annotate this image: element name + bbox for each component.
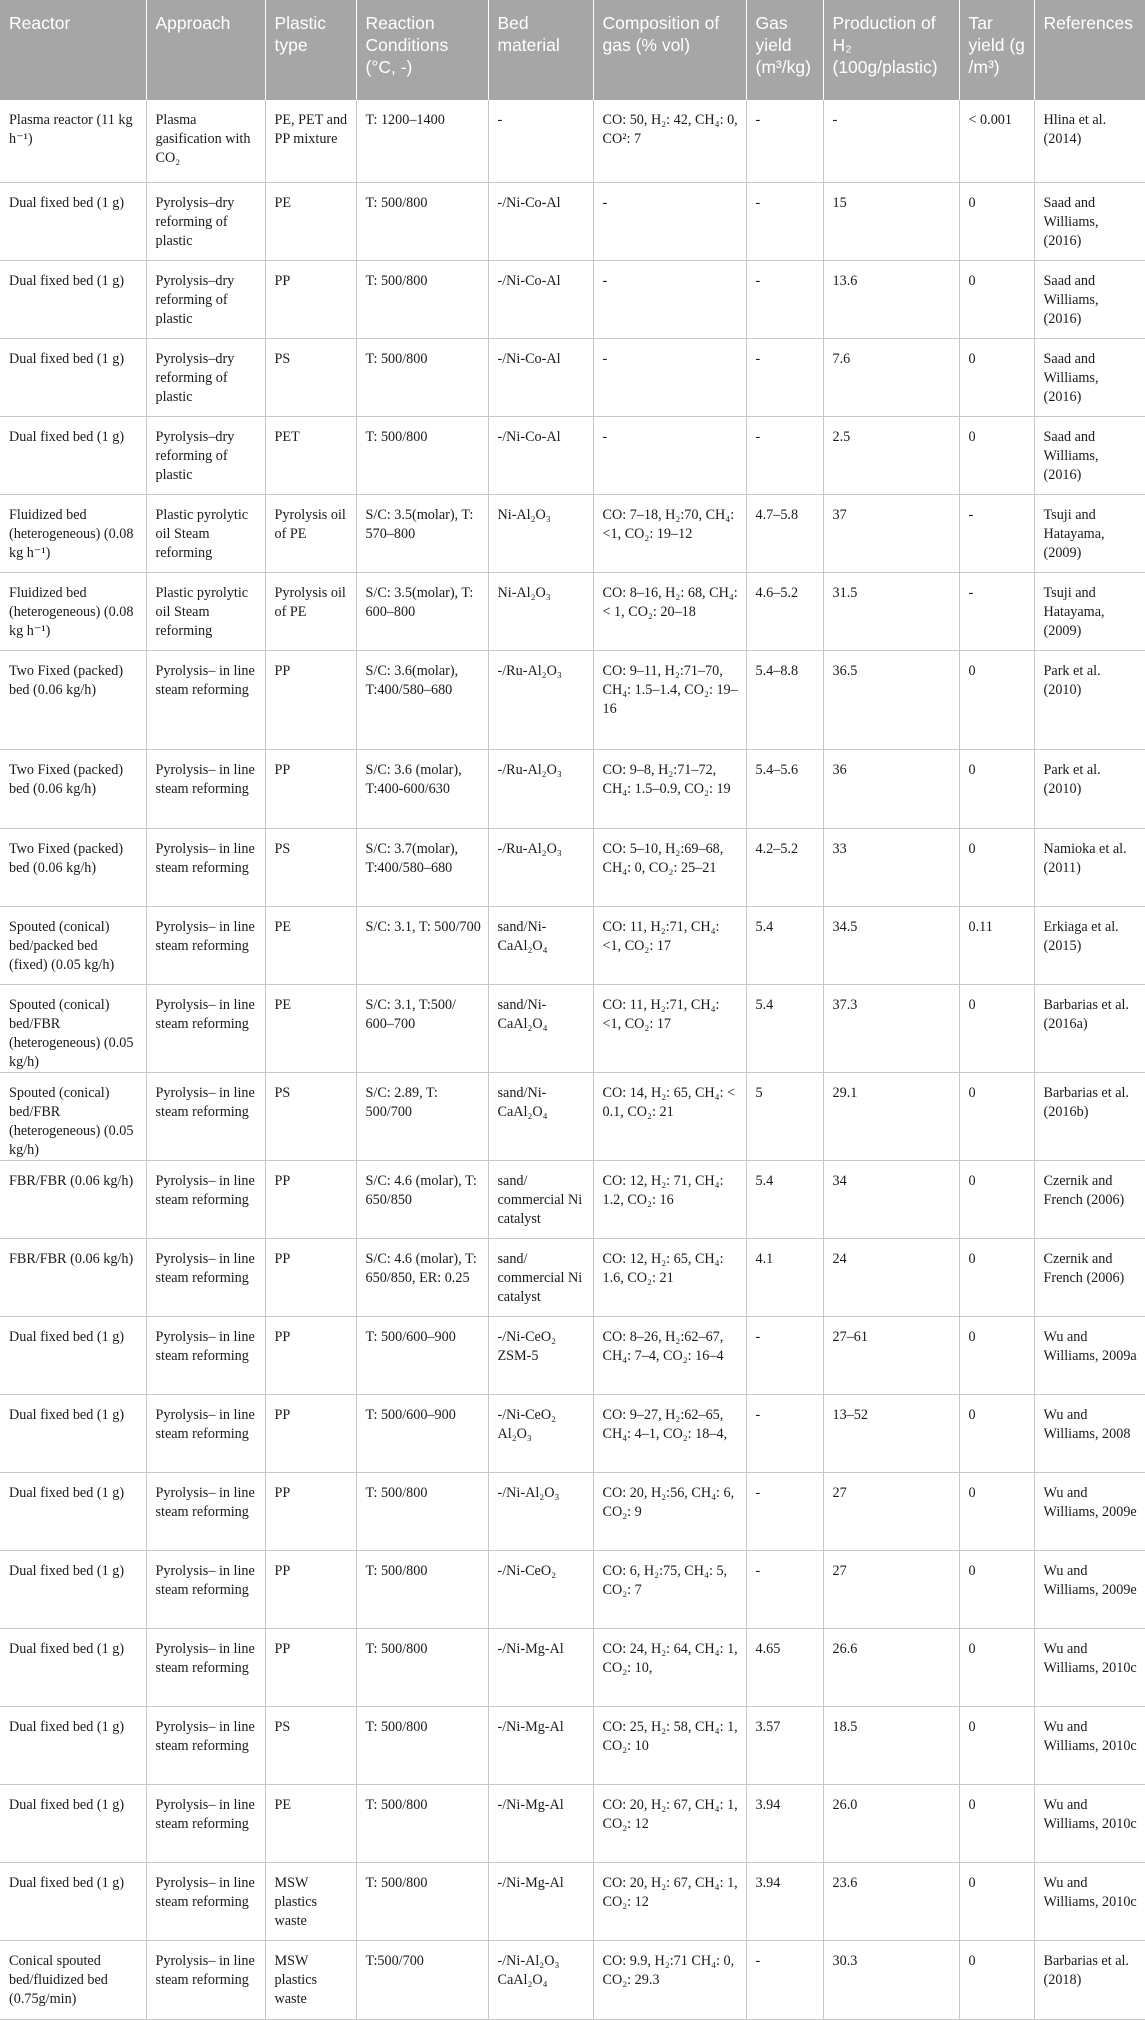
cell-references: Saad and Williams, (2016)	[1034, 416, 1145, 494]
cell-gas-composition: CO: 8–16, H₂: 68, CH₄:< 1, CO₂: 20–18	[593, 572, 746, 650]
cell-approach: Pyrolysis– in line steam reforming	[146, 1628, 265, 1706]
cell-plastic-type: MSW plastics waste	[265, 1862, 356, 1940]
column-header-reaction-conditions: Reaction Conditions (°C, -)	[356, 0, 488, 100]
cell-plastic-type: PE	[265, 1784, 356, 1862]
cell-gas-yield: 3.57	[746, 1706, 823, 1784]
cell-references: Wu and Williams, 2010c	[1034, 1706, 1145, 1784]
cell-references: Wu and Williams, 2009e	[1034, 1472, 1145, 1550]
cell-gas-composition: CO: 20, H₂: 67, CH₄: 1, CO₂: 12	[593, 1784, 746, 1862]
cell-gas-composition: CO: 12, H₂: 71, CH₄: 1.2, CO₂: 16	[593, 1160, 746, 1238]
cell-gas-yield: 4.2–5.2	[746, 828, 823, 906]
cell-gas-composition: CO: 6, H₂:75, CH₄: 5, CO₂: 7	[593, 1550, 746, 1628]
cell-reactor: Dual fixed bed (1 g)	[0, 338, 146, 416]
cell-plastic-type: PP	[265, 749, 356, 828]
cell-approach: Pyrolysis– in line steam reforming	[146, 1940, 265, 2019]
cell-gas-yield: -	[746, 1940, 823, 2019]
cell-bed-material: -/Ru-Al₂O₃	[488, 749, 593, 828]
cell-reactor: Dual fixed bed (1 g)	[0, 1706, 146, 1784]
cell-approach: Pyrolysis–dry reforming of plastic	[146, 260, 265, 338]
cell-reaction-conditions: T: 500/800	[356, 260, 488, 338]
cell-gas-composition: -	[593, 260, 746, 338]
cell-reactor: Spouted (conical) bed/FBR (heterogeneous) (0.05 kg/h)	[0, 984, 146, 1072]
cell-tar-yield: 0	[959, 1394, 1034, 1472]
cell-approach: Pyrolysis– in line steam reforming	[146, 1160, 265, 1238]
cell-reactor: Dual fixed bed (1 g)	[0, 416, 146, 494]
cell-gas-composition: CO: 14, H₂: 65, CH₄: < 0.1, CO₂: 21	[593, 1072, 746, 1160]
table-row	[0, 828, 1145, 906]
cell-gas-yield: -	[746, 1316, 823, 1394]
cell-reactor: Dual fixed bed (1 g)	[0, 1862, 146, 1940]
cell-reactor: FBR/FBR (0.06 kg/h)	[0, 1238, 146, 1316]
cell-plastic-type: PP	[265, 1472, 356, 1550]
cell-gas-composition: CO: 9–27, H₂:62–65, CH₄: 4–1, CO₂: 18–4,	[593, 1394, 746, 1472]
cell-reaction-conditions: T:500/700	[356, 1940, 488, 2019]
cell-h2-production: 34	[823, 1160, 959, 1238]
table-row	[0, 338, 1145, 416]
cell-references: Park et al. (2010)	[1034, 749, 1145, 828]
cell-reaction-conditions: T: 500/800	[356, 338, 488, 416]
cell-reaction-conditions: S/C: 3.1, T:500/ 600–700	[356, 984, 488, 1072]
cell-plastic-type: PP	[265, 260, 356, 338]
cell-bed-material: -	[488, 100, 593, 182]
cell-tar-yield: 0	[959, 1628, 1034, 1706]
cell-reaction-conditions: S/C: 4.6 (molar), T: 650/850	[356, 1160, 488, 1238]
cell-h2-production: 7.6	[823, 338, 959, 416]
cell-references: Saad and Williams, (2016)	[1034, 260, 1145, 338]
cell-plastic-type: PP	[265, 1550, 356, 1628]
cell-approach: Pyrolysis– in line steam reforming	[146, 1238, 265, 1316]
cell-h2-production: 24	[823, 1238, 959, 1316]
cell-bed-material: -/Ni-Mg-Al	[488, 1628, 593, 1706]
cell-plastic-type: PP	[265, 1628, 356, 1706]
cell-gas-composition: -	[593, 182, 746, 260]
cell-plastic-type: PE, PET and PP mixture	[265, 100, 356, 182]
cell-plastic-type: PE	[265, 984, 356, 1072]
cell-gas-yield: -	[746, 182, 823, 260]
cell-references: Czernik and French (2006)	[1034, 1160, 1145, 1238]
cell-tar-yield: 0	[959, 416, 1034, 494]
cell-gas-composition: CO: 20, H₂:56, CH₄: 6, CO₂: 9	[593, 1472, 746, 1550]
cell-gas-yield: -	[746, 1550, 823, 1628]
cell-reactor: Two Fixed (packed) bed (0.06 kg/h)	[0, 828, 146, 906]
cell-h2-production: 30.3	[823, 1940, 959, 2019]
cell-plastic-type: PS	[265, 1072, 356, 1160]
cell-tar-yield: 0	[959, 1940, 1034, 2019]
cell-tar-yield: 0	[959, 1784, 1034, 1862]
cell-h2-production: 33	[823, 828, 959, 906]
table-row	[0, 182, 1145, 260]
cell-tar-yield: 0.11	[959, 906, 1034, 984]
cell-plastic-type: PP	[265, 1394, 356, 1472]
cell-bed-material: Ni-Al₂O₃	[488, 572, 593, 650]
cell-reaction-conditions: T: 500/600–900	[356, 1394, 488, 1472]
cell-reactor: FBR/FBR (0.06 kg/h)	[0, 1160, 146, 1238]
cell-plastic-type: PE	[265, 182, 356, 260]
cell-tar-yield: 0	[959, 1472, 1034, 1550]
cell-tar-yield: 0	[959, 1550, 1034, 1628]
cell-gas-composition: CO: 25, H₂: 58, CH₄: 1, CO₂: 10	[593, 1706, 746, 1784]
cell-tar-yield: 0	[959, 1160, 1034, 1238]
cell-gas-composition: -	[593, 416, 746, 494]
cell-h2-production: 37	[823, 494, 959, 572]
cell-approach: Pyrolysis– in line steam reforming	[146, 749, 265, 828]
cell-plastic-type: PS	[265, 828, 356, 906]
cell-reaction-conditions: T: 1200–1400	[356, 100, 488, 182]
cell-gas-yield: -	[746, 1394, 823, 1472]
cell-gas-composition: CO: 9.9, H₂:71 CH₄: 0, CO₂: 29.3	[593, 1940, 746, 2019]
cell-gas-composition: -	[593, 338, 746, 416]
cell-bed-material: -/Ni-Co-Al	[488, 416, 593, 494]
cell-reactor: Dual fixed bed (1 g)	[0, 1550, 146, 1628]
cell-gas-yield: 5.4	[746, 1160, 823, 1238]
cell-references: Wu and Williams, 2010c	[1034, 1862, 1145, 1940]
cell-reaction-conditions: T: 500/800	[356, 1706, 488, 1784]
table-body	[0, 100, 1145, 2019]
cell-reactor: Dual fixed bed (1 g)	[0, 182, 146, 260]
cell-gas-yield: 4.1	[746, 1238, 823, 1316]
cell-h2-production: 36.5	[823, 650, 959, 749]
cell-reactor: Spouted (conical) bed/packed bed (fixed) (0.05 kg/h)	[0, 906, 146, 984]
cell-plastic-type: PS	[265, 338, 356, 416]
cell-gas-composition: CO: 20, H₂: 67, CH₄: 1, CO₂: 12	[593, 1862, 746, 1940]
table-row	[0, 906, 1145, 984]
cell-reaction-conditions: T: 500/800	[356, 1472, 488, 1550]
table-row	[0, 650, 1145, 749]
cell-gas-composition: CO: 9–8, H₂:71–72, CH₄: 1.5–0.9, CO₂: 19	[593, 749, 746, 828]
cell-reaction-conditions: T: 500/800	[356, 1550, 488, 1628]
table-row	[0, 1940, 1145, 2019]
cell-tar-yield: -	[959, 572, 1034, 650]
cell-gas-yield: 3.94	[746, 1784, 823, 1862]
cell-references: Wu and Williams, 2010c	[1034, 1628, 1145, 1706]
cell-bed-material: sand/Ni-CaAl₂O₄	[488, 1072, 593, 1160]
cell-approach: Pyrolysis– in line steam reforming	[146, 828, 265, 906]
cell-approach: Pyrolysis– in line steam reforming	[146, 906, 265, 984]
cell-plastic-type: PET	[265, 416, 356, 494]
cell-reaction-conditions: S/C: 3.6 (molar), T:400-600/630	[356, 749, 488, 828]
cell-reaction-conditions: S/C: 2.89, T: 500/700	[356, 1072, 488, 1160]
table-row	[0, 416, 1145, 494]
cell-h2-production: 13.6	[823, 260, 959, 338]
cell-bed-material: sand/ commercial Ni catalyst	[488, 1238, 593, 1316]
table-row	[0, 572, 1145, 650]
cell-h2-production: 26.6	[823, 1628, 959, 1706]
cell-approach: Pyrolysis– in line steam reforming	[146, 1862, 265, 1940]
cell-bed-material: -/Ni-Mg-Al	[488, 1706, 593, 1784]
cell-plastic-type: Pyrolysis oil of PE	[265, 572, 356, 650]
cell-gas-yield: 5.4	[746, 984, 823, 1072]
column-header-reactor: Reactor	[0, 0, 146, 100]
cell-approach: Pyrolysis– in line steam reforming	[146, 1394, 265, 1472]
cell-reaction-conditions: T: 500/800	[356, 416, 488, 494]
cell-tar-yield: 0	[959, 260, 1034, 338]
cell-references: Park et al. (2010)	[1034, 650, 1145, 749]
cell-gas-yield: -	[746, 1472, 823, 1550]
cell-gas-yield: 4.7–5.8	[746, 494, 823, 572]
cell-h2-production: 27–61	[823, 1316, 959, 1394]
column-header-approach: Approach	[146, 0, 265, 100]
cell-bed-material: sand/Ni-CaAl₂O₄	[488, 984, 593, 1072]
cell-gas-yield: 4.65	[746, 1628, 823, 1706]
cell-approach: Plastic pyrolytic oil Steam reforming	[146, 572, 265, 650]
cell-h2-production: 2.5	[823, 416, 959, 494]
cell-plastic-type: PP	[265, 1238, 356, 1316]
cell-gas-composition: CO: 8–26, H₂:62–67, CH₄: 7–4, CO₂: 16–4	[593, 1316, 746, 1394]
cell-gas-composition: CO: 11, H₂:71, CH₄: <1, CO₂: 17	[593, 906, 746, 984]
cell-bed-material: -/Ni-Mg-Al	[488, 1784, 593, 1862]
cell-plastic-type: Pyrolysis oil of PE	[265, 494, 356, 572]
cell-tar-yield: 0	[959, 182, 1034, 260]
cell-tar-yield: 0	[959, 749, 1034, 828]
column-header-references: References	[1034, 0, 1145, 100]
cell-references: Czernik and French (2006)	[1034, 1238, 1145, 1316]
table-row	[0, 494, 1145, 572]
cell-references: Barbarias et al. (2016b)	[1034, 1072, 1145, 1160]
cell-reaction-conditions: S/C: 4.6 (molar), T: 650/850, ER: 0.25	[356, 1238, 488, 1316]
table-row	[0, 1862, 1145, 1940]
table-row	[0, 1394, 1145, 1472]
table-row	[0, 1472, 1145, 1550]
cell-gas-composition: CO: 24, H₂: 64, CH₄: 1, CO₂: 10,	[593, 1628, 746, 1706]
cell-tar-yield: 0	[959, 984, 1034, 1072]
cell-h2-production: 36	[823, 749, 959, 828]
cell-bed-material: -/Ni-Co-Al	[488, 260, 593, 338]
cell-reaction-conditions: T: 500/600–900	[356, 1316, 488, 1394]
cell-plastic-type: PP	[265, 1160, 356, 1238]
cell-tar-yield: -	[959, 494, 1034, 572]
cell-approach: Pyrolysis– in line steam reforming	[146, 650, 265, 749]
cell-tar-yield: 0	[959, 650, 1034, 749]
cell-reactor: Conical spouted bed/fluidized bed (0.75g/min)	[0, 1940, 146, 2019]
table-row	[0, 1706, 1145, 1784]
cell-gas-yield: 5	[746, 1072, 823, 1160]
cell-plastic-type: MSW plastics waste	[265, 1940, 356, 2019]
cell-gas-yield: -	[746, 100, 823, 182]
cell-references: Wu and Williams, 2008	[1034, 1394, 1145, 1472]
cell-bed-material: -/Ni-Al₂O₃	[488, 1472, 593, 1550]
cell-approach: Pyrolysis–dry reforming of plastic	[146, 338, 265, 416]
table-row	[0, 1072, 1145, 1160]
cell-reactor: Fluidized bed (heterogeneous) (0.08 kg h⁻¹)	[0, 494, 146, 572]
cell-reactor: Dual fixed bed (1 g)	[0, 1628, 146, 1706]
cell-gas-yield: 5.4–8.8	[746, 650, 823, 749]
cell-bed-material: -/Ni-Al₂O₃ CaAl₂O₄	[488, 1940, 593, 2019]
cell-tar-yield: < 0.001	[959, 100, 1034, 182]
table-row	[0, 1238, 1145, 1316]
cell-approach: Plasma gasification with CO₂	[146, 100, 265, 182]
cell-h2-production: 27	[823, 1472, 959, 1550]
cell-approach: Pyrolysis– in line steam reforming	[146, 984, 265, 1072]
column-header-tar-yield: Tar yield (g /m³)	[959, 0, 1034, 100]
cell-gas-composition: CO: 50, H₂: 42, CH₄: 0, CO²: 7	[593, 100, 746, 182]
cell-approach: Pyrolysis– in line steam reforming	[146, 1784, 265, 1862]
column-header-plastic-type: Plastic type	[265, 0, 356, 100]
cell-references: Saad and Williams, (2016)	[1034, 338, 1145, 416]
cell-approach: Plastic pyrolytic oil Steam reforming	[146, 494, 265, 572]
cell-references: Wu and Williams, 2009a	[1034, 1316, 1145, 1394]
cell-tar-yield: 0	[959, 338, 1034, 416]
column-header-gas-composition: Composition of gas (% vol)	[593, 0, 746, 100]
cell-tar-yield: 0	[959, 1316, 1034, 1394]
cell-gas-composition: CO: 11, H₂:71, CH₄: <1, CO₂: 17	[593, 984, 746, 1072]
table-row	[0, 749, 1145, 828]
cell-approach: Pyrolysis– in line steam reforming	[146, 1072, 265, 1160]
cell-reactor: Spouted (conical) bed/FBR (heterogeneous) (0.05 kg/h)	[0, 1072, 146, 1160]
cell-gas-yield: 5.4–5.6	[746, 749, 823, 828]
cell-h2-production: 29.1	[823, 1072, 959, 1160]
cell-reaction-conditions: S/C: 3.1, T: 500/700	[356, 906, 488, 984]
cell-reaction-conditions: T: 500/800	[356, 1784, 488, 1862]
cell-h2-production: 37.3	[823, 984, 959, 1072]
cell-tar-yield: 0	[959, 1862, 1034, 1940]
cell-tar-yield: 0	[959, 828, 1034, 906]
cell-approach: Pyrolysis– in line steam reforming	[146, 1472, 265, 1550]
cell-reaction-conditions: S/C: 3.5(molar), T: 600–800	[356, 572, 488, 650]
cell-h2-production: 13–52	[823, 1394, 959, 1472]
cell-h2-production: 15	[823, 182, 959, 260]
table-row	[0, 1784, 1145, 1862]
cell-reactor: Dual fixed bed (1 g)	[0, 1316, 146, 1394]
cell-gas-yield: 5.4	[746, 906, 823, 984]
cell-references: Barbarias et al. (2018)	[1034, 1940, 1145, 2019]
cell-references: Saad and Williams, (2016)	[1034, 182, 1145, 260]
cell-gas-composition: CO: 7–18, H₂:70, CH₄:<1, CO₂: 19–12	[593, 494, 746, 572]
cell-h2-production: 31.5	[823, 572, 959, 650]
cell-reactor: Dual fixed bed (1 g)	[0, 260, 146, 338]
cell-bed-material: -/Ru-Al₂O₃	[488, 828, 593, 906]
cell-bed-material: -/Ni-Co-Al	[488, 338, 593, 416]
cell-gas-yield: -	[746, 260, 823, 338]
cell-bed-material: sand/ commercial Ni catalyst	[488, 1160, 593, 1238]
table-row	[0, 260, 1145, 338]
cell-references: Namioka et al. (2011)	[1034, 828, 1145, 906]
cell-references: Erkiaga et al. (2015)	[1034, 906, 1145, 984]
cell-bed-material: -/Ni-CeO₂	[488, 1550, 593, 1628]
cell-tar-yield: 0	[959, 1238, 1034, 1316]
cell-gas-yield: 3.94	[746, 1862, 823, 1940]
cell-reactor: Dual fixed bed (1 g)	[0, 1784, 146, 1862]
header-row	[0, 0, 1145, 100]
cell-approach: Pyrolysis– in line steam reforming	[146, 1316, 265, 1394]
cell-plastic-type: PS	[265, 1706, 356, 1784]
cell-tar-yield: 0	[959, 1072, 1034, 1160]
cell-reactor: Dual fixed bed (1 g)	[0, 1472, 146, 1550]
cell-reactor: Two Fixed (packed) bed (0.06 kg/h)	[0, 650, 146, 749]
cell-gas-composition: CO: 5–10, H₂:69–68, CH₄: 0, CO₂: 25–21	[593, 828, 746, 906]
cell-h2-production: 18.5	[823, 1706, 959, 1784]
cell-plastic-type: PE	[265, 906, 356, 984]
cell-reaction-conditions: S/C: 3.7(molar), T:400/580–680	[356, 828, 488, 906]
table-row	[0, 100, 1145, 182]
cell-reaction-conditions: S/C: 3.6(molar), T:400/580–680	[356, 650, 488, 749]
column-header-bed-material: Bed material	[488, 0, 593, 100]
table-row	[0, 1550, 1145, 1628]
column-header-h2-production: Production of H₂ (100g/plastic)	[823, 0, 959, 100]
table-row	[0, 1160, 1145, 1238]
cell-h2-production: 23.6	[823, 1862, 959, 1940]
cell-gas-composition: CO: 9–11, H₂:71–70, CH₄: 1.5–1.4, CO₂: 19–16	[593, 650, 746, 749]
cell-references: Barbarias et al. (2016a)	[1034, 984, 1145, 1072]
cell-approach: Pyrolysis–dry reforming of plastic	[146, 416, 265, 494]
cell-gas-yield: 4.6–5.2	[746, 572, 823, 650]
cell-gas-composition: CO: 12, H₂: 65, CH₄: 1.6, CO₂: 21	[593, 1238, 746, 1316]
cell-gas-yield: -	[746, 416, 823, 494]
table-row	[0, 984, 1145, 1072]
cell-references: Hlina et al. (2014)	[1034, 100, 1145, 182]
cell-plastic-type: PP	[265, 650, 356, 749]
cell-reaction-conditions: S/C: 3.5(molar), T: 570–800	[356, 494, 488, 572]
cell-gas-yield: -	[746, 338, 823, 416]
cell-h2-production: 34.5	[823, 906, 959, 984]
cell-reactor: Dual fixed bed (1 g)	[0, 1394, 146, 1472]
cell-bed-material: Ni-Al₂O₃	[488, 494, 593, 572]
cell-approach: Pyrolysis– in line steam reforming	[146, 1706, 265, 1784]
cell-bed-material: -/Ni-CeO₂ Al₂O₃	[488, 1394, 593, 1472]
cell-tar-yield: 0	[959, 1706, 1034, 1784]
cell-references: Tsuji and Hatayama, (2009)	[1034, 494, 1145, 572]
cell-approach: Pyrolysis–dry reforming of plastic	[146, 182, 265, 260]
cell-h2-production: 26.0	[823, 1784, 959, 1862]
cell-bed-material: -/Ni-CeO₂ ZSM-5	[488, 1316, 593, 1394]
table-row	[0, 1628, 1145, 1706]
column-header-gas-yield: Gas yield (m³/kg)	[746, 0, 823, 100]
cell-references: Wu and Williams, 2010c	[1034, 1784, 1145, 1862]
cell-references: Tsuji and Hatayama, (2009)	[1034, 572, 1145, 650]
cell-reactor: Two Fixed (packed) bed (0.06 kg/h)	[0, 749, 146, 828]
cell-approach: Pyrolysis– in line steam reforming	[146, 1550, 265, 1628]
cell-h2-production: 27	[823, 1550, 959, 1628]
cell-bed-material: -/Ni-Co-Al	[488, 182, 593, 260]
table-row	[0, 1316, 1145, 1394]
cell-reactor: Plasma reactor (11 kg h⁻¹)	[0, 100, 146, 182]
cell-reaction-conditions: T: 500/800	[356, 1628, 488, 1706]
cell-reaction-conditions: T: 500/800	[356, 1862, 488, 1940]
cell-reactor: Fluidized bed (heterogeneous) (0.08 kg h⁻¹)	[0, 572, 146, 650]
cell-h2-production: -	[823, 100, 959, 182]
cell-bed-material: sand/Ni-CaAl₂O₄	[488, 906, 593, 984]
cell-plastic-type: PP	[265, 1316, 356, 1394]
cell-reaction-conditions: T: 500/800	[356, 182, 488, 260]
cell-references: Wu and Williams, 2009e	[1034, 1550, 1145, 1628]
cell-bed-material: -/Ru-Al₂O₃	[488, 650, 593, 749]
cell-bed-material: -/Ni-Mg-Al	[488, 1862, 593, 1940]
